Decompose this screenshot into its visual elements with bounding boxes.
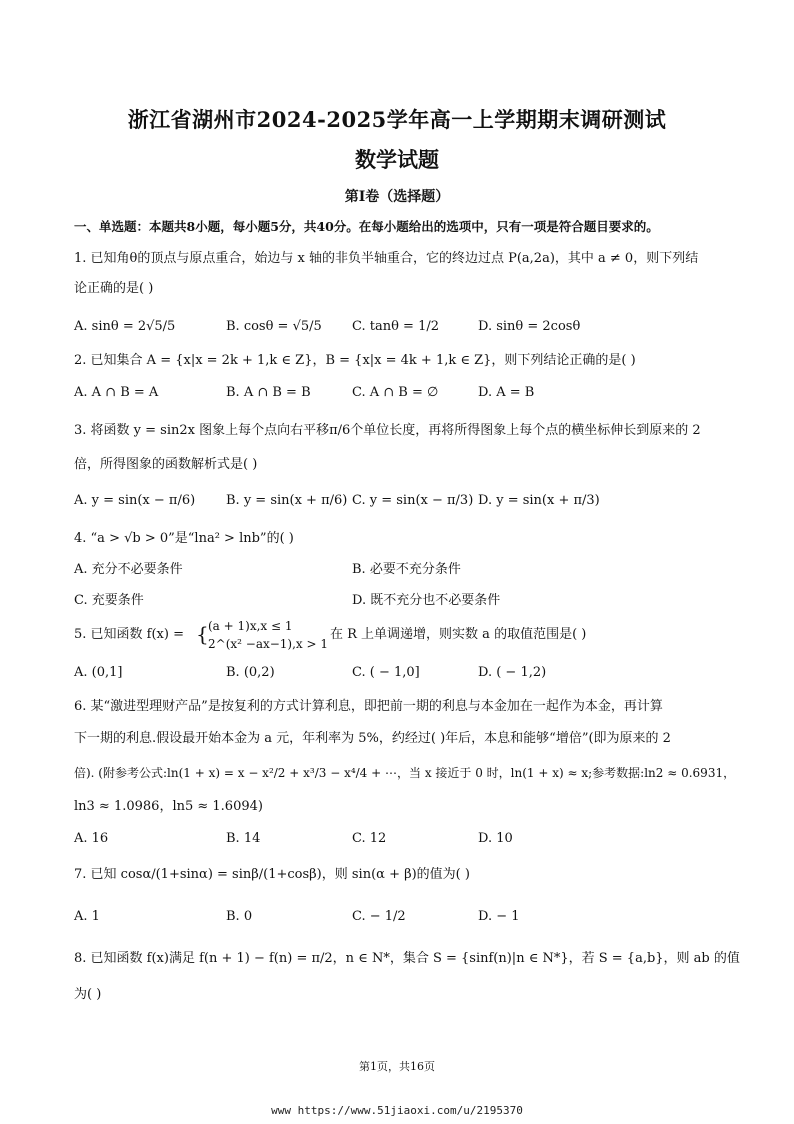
question-2-option-c: C. A ∩ B = ∅	[352, 385, 439, 400]
question-5-stem-end: 在 R 上单调递增，则实数 a 的取值范围是( )	[330, 627, 587, 642]
question-7-option-a: A. 1	[74, 909, 100, 924]
piecewise-brace: {	[196, 622, 209, 646]
question-3-line-2: 倍，所得图象的函数解析式是( )	[74, 457, 258, 472]
question-7-option-d: D. − 1	[478, 909, 520, 924]
question-6-option-a: A. 16	[74, 831, 109, 846]
question-4-option-c: C. 充要条件	[74, 593, 144, 608]
question-8-line-1: 8. 已知函数 f(x)满足 f(n + 1) − f(n) = π/2，n ∈ N*，集合 S = {sinf(n)|n ∈ N*}，若 S = {a,b}，则 ab 的值	[74, 951, 740, 966]
question-1-option-a: A. sinθ = 2√5/5	[74, 319, 176, 334]
question-4-option-d: D. 既不充分也不必要条件	[352, 593, 501, 608]
question-6-option-c: C. 12	[352, 831, 387, 846]
question-6-line-1: 6. 某“激进型理财产品”是按复利的方式计算利息，即把前一期的利息与本金加在一起作为本金，再计算	[74, 699, 663, 714]
part-heading: 第I卷（选择题）	[344, 189, 450, 205]
exam-subtitle: 数学试题	[355, 147, 439, 172]
question-1-option-c: C. tanθ = 1/2	[352, 319, 440, 334]
question-1-line-2: 论正确的是( )	[74, 281, 154, 296]
question-6-line-3: 倍). (附参考公式:ln(1 + x) = x − x²/2 + x³/3 − x⁴/4 + ⋯，当 x 接近于 0 时，ln(1 + x) ≈ x;参考数据:ln2 ≈ 0.6931，	[74, 766, 736, 780]
watermark-url: www https://www.51jiaoxi.com/u/2195370	[271, 1104, 523, 1117]
question-1-line-1: 1. 已知角θ的顶点与原点重合，始边与 x 轴的非负半轴重合，它的终边过点 P(a,2a)，其中 a ≠ 0，则下列结	[74, 251, 699, 266]
question-6-option-b: B. 14	[226, 831, 261, 846]
piecewise-case-1: (a + 1)x,x ≤ 1	[208, 619, 293, 633]
question-1-option-b: B. cosθ = √5/5	[226, 319, 322, 334]
question-7-option-b: B. 0	[226, 909, 253, 924]
question-7-option-c: C. − 1/2	[352, 909, 406, 924]
page-footer: 第1页，共16页	[359, 1060, 435, 1073]
question-5-option-a: A. (0,1]	[74, 665, 123, 680]
question-3-option-c: C. y = sin(x − π/3)	[352, 493, 474, 508]
question-3-option-d: D. y = sin(x + π/3)	[478, 493, 600, 508]
question-4-line-1: 4. “a > √b > 0”是“lna² > lnb”的( )	[74, 531, 294, 546]
question-4-option-b: B. 必要不充分条件	[352, 562, 461, 577]
question-3-line-1: 3. 将函数 y = sin2x 图象上每个点向右平移π/6个单位长度，再将所得图象上每个点的横坐标伸长到原来的 2	[74, 423, 701, 438]
question-3-option-b: B. y = sin(x + π/6)	[226, 493, 348, 508]
question-3-option-a: A. y = sin(x − π/6)	[74, 493, 196, 508]
question-6-option-d: D. 10	[478, 831, 513, 846]
question-6-line-2: 下一期的利息.假设最开始本金为 a 元，年利率为 5%，约经过( )年后，本息和能够“增倍”(即为原来的 2	[74, 731, 671, 746]
question-2-option-a: A. A ∩ B = A	[74, 385, 159, 400]
question-5-stem-start: 5. 已知函数 f(x) =	[74, 627, 184, 642]
question-5-option-d: D. ( − 1,2)	[478, 665, 547, 680]
question-2-option-b: B. A ∩ B = B	[226, 385, 311, 400]
question-2-option-d: D. A = B	[478, 385, 535, 400]
section-heading: 一、单选题：本题共8小题，每小题5分，共40分。在每小题给出的选项中，只有一项是符合题目要求的。	[74, 219, 659, 234]
question-8-line-2: 为( )	[74, 987, 102, 1002]
question-5-option-b: B. (0,2)	[226, 665, 275, 680]
question-7-line-1: 7. 已知 cosα/(1+sinα) = sinβ/(1+cosβ)，则 sin(α + β)的值为( )	[74, 867, 470, 882]
question-5-option-c: C. ( − 1,0]	[352, 665, 420, 680]
question-6-line-4: ln3 ≈ 1.0986，ln5 ≈ 1.6094)	[74, 799, 263, 814]
exam-title: 浙江省湖州市2024-2025学年高一上学期期末调研测试	[127, 107, 667, 132]
question-4-option-a: A. 充分不必要条件	[74, 562, 183, 577]
question-1-option-d: D. sinθ = 2cosθ	[478, 319, 581, 334]
question-2-line-1: 2. 已知集合 A = {x|x = 2k + 1,k ∈ Z}，B = {x|x = 4k + 1,k ∈ Z}，则下列结论正确的是( )	[74, 353, 636, 368]
piecewise-case-2: 2^(x² −ax−1),x > 1	[208, 637, 329, 651]
